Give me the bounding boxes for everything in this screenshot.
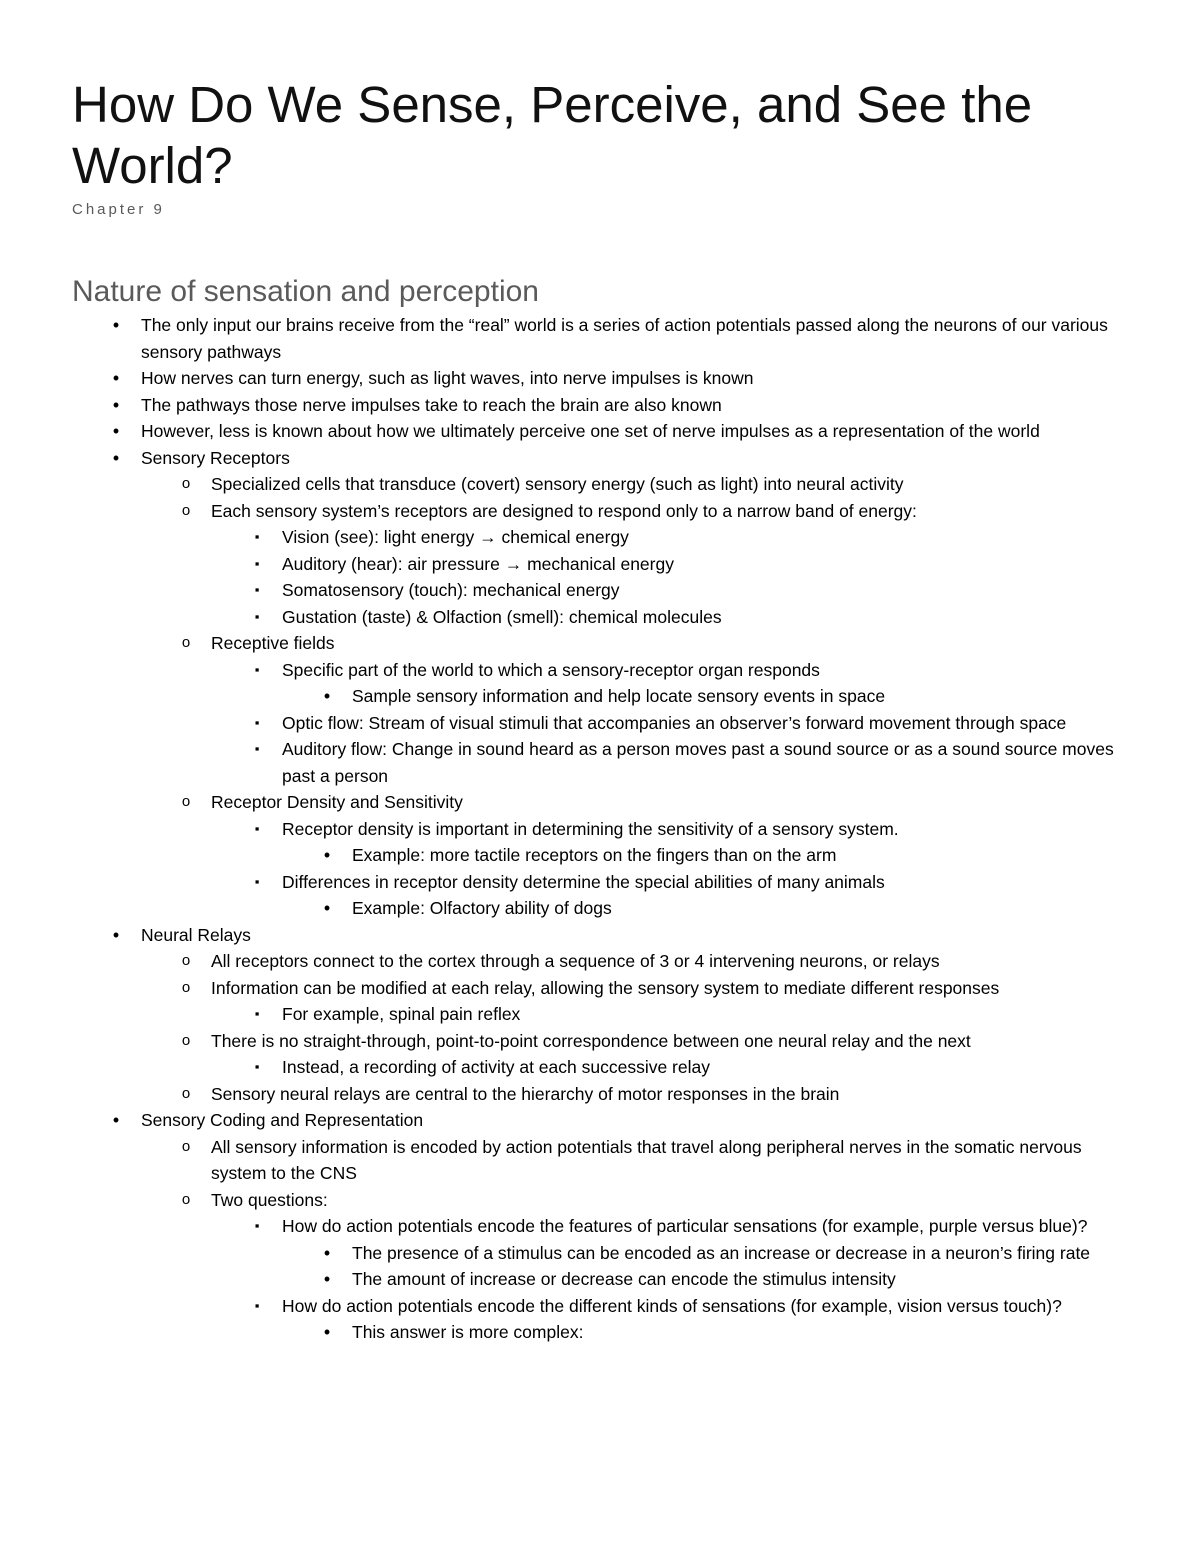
list-item-text: Vision (see): light energy → chemical energy [282, 527, 629, 547]
list-item-text: The pathways those nerve impulses take to reach the brain are also known [141, 394, 722, 415]
bullet-marker: ▪ [254, 714, 260, 730]
list-item [0, 551, 1200, 578]
list-item [0, 1240, 1200, 1267]
bullet-marker: o [181, 1190, 191, 1208]
list-item [0, 895, 1200, 922]
list-item [0, 630, 1200, 657]
list-item [0, 524, 1200, 551]
list-item [0, 948, 1200, 975]
bullet-outline [0, 312, 1200, 1346]
bullet-marker: ▪ [254, 741, 260, 756]
list-item [0, 736, 1200, 789]
bullet-marker: ▪ [254, 555, 260, 571]
bullet-marker: • [323, 898, 331, 918]
bullet-marker: o [181, 1031, 191, 1049]
bullet-marker: o [181, 634, 191, 651]
bullet-marker: ▪ [254, 661, 260, 677]
list-item [0, 604, 1200, 631]
bullet-marker: • [112, 924, 120, 945]
list-item-text: This answer is more complex: [352, 1322, 584, 1342]
list-item-text: Two questions: [211, 1189, 328, 1210]
bullet-marker: o [181, 952, 191, 969]
list-item-text: Each sensory system’s receptors are designed to respond only to a narrow band of energy: [211, 500, 917, 521]
list-item [0, 1293, 1200, 1320]
list-item-text: Specific part of the world to which a sensory-receptor organ responds [282, 659, 820, 680]
list-item-text: Optic flow: Stream of visual stimuli that accompanies an observer’s forward movement through space [282, 712, 1067, 733]
bullet-marker: • [112, 315, 120, 335]
list-item-text: Sensory Receptors [141, 447, 290, 468]
bullet-marker: • [323, 686, 331, 706]
list-item-text: How do action potentials encode the features of particular sensations (for example, purple versus blue)? [282, 1216, 1088, 1236]
list-item-text: The only input our brains receive from the “real” world is a series of action potentials passed along the neurons of our various sensory pathways [141, 315, 1108, 362]
list-item [0, 789, 1200, 816]
list-item [0, 1187, 1200, 1214]
bullet-marker: • [112, 368, 120, 388]
section-heading: Nature of sensation and perception [72, 275, 539, 308]
document-title: How Do We Sense, Perceive, and See the World? [72, 76, 1033, 194]
bullet-marker: • [323, 1242, 331, 1263]
list-item [0, 842, 1200, 869]
bullet-marker: • [323, 1322, 331, 1342]
bullet-marker: • [112, 394, 120, 415]
list-item [0, 922, 1200, 949]
list-item [0, 418, 1200, 445]
list-item [0, 1028, 1200, 1055]
list-item [0, 975, 1200, 1002]
list-item-text: Receptor Density and Sensitivity [211, 792, 463, 812]
list-item [0, 816, 1200, 843]
bullet-marker: • [112, 447, 120, 468]
list-item-text: Neural Relays [141, 924, 251, 945]
list-item [0, 1213, 1200, 1240]
list-item-text: Sensory neural relays are central to the hierarchy of motor responses in the brain [211, 1083, 840, 1104]
bullet-marker: ▪ [254, 873, 260, 889]
bullet-marker: ▪ [254, 1059, 260, 1074]
list-item-text: Gustation (taste) & Olfaction (smell): chemical molecules [282, 606, 722, 627]
list-item-text: Instead, a recording of activity at each successive relay [282, 1057, 710, 1077]
list-item [0, 365, 1200, 392]
list-item-text: How nerves can turn energy, such as light waves, into nerve impulses is known [141, 368, 754, 388]
bullet-marker: o [181, 501, 191, 519]
list-item [0, 471, 1200, 498]
list-item-text: Somatosensory (touch): mechanical energy [282, 580, 620, 600]
list-item-text: There is no straight-through, point-to-point correspondence between one neural relay and the next [211, 1030, 971, 1051]
list-item [0, 1054, 1200, 1081]
list-item-text: The presence of a stimulus can be encoded as an increase or decrease in a neuron’s firing rate [352, 1242, 1091, 1263]
bullet-marker: ▪ [254, 582, 260, 597]
bullet-marker: ▪ [254, 1297, 260, 1313]
list-item [0, 498, 1200, 525]
bullet-marker: • [112, 421, 120, 441]
bullet-marker: o [181, 978, 191, 996]
bullet-marker: ▪ [254, 529, 260, 544]
list-item [0, 1134, 1200, 1187]
list-item-text: Sample sensory information and help locate sensory events in space [352, 686, 886, 706]
list-item [0, 392, 1200, 419]
list-item [0, 683, 1200, 710]
bullet-marker: o [181, 1137, 191, 1155]
list-item [0, 577, 1200, 604]
bullet-marker: • [323, 1269, 331, 1289]
list-item-text: Receptive fields [211, 633, 335, 653]
bullet-marker: ▪ [254, 1006, 260, 1021]
list-item [0, 1001, 1200, 1028]
list-item-text: The amount of increase or decrease can encode the stimulus intensity [352, 1269, 896, 1289]
list-item-text: Specialized cells that transduce (covert) sensory energy (such as light) into neural activity [211, 474, 904, 494]
bullet-marker: o [181, 793, 191, 810]
list-item [0, 1107, 1200, 1134]
list-item [0, 445, 1200, 472]
bullet-marker: • [112, 1110, 120, 1130]
list-item [0, 1081, 1200, 1108]
list-item [0, 1319, 1200, 1346]
list-item-text: Receptor density is important in determining the sensitivity of a sensory system. [282, 818, 899, 839]
list-item-text: Information can be modified at each relay, allowing the sensory system to mediate different responses [211, 977, 1000, 998]
list-item-text: Example: more tactile receptors on the fingers than on the arm [352, 845, 837, 865]
list-item-text: Auditory flow: Change in sound heard as a person moves past a sound source or as a sound source moves past a person [282, 739, 1114, 786]
bullet-marker: o [181, 475, 191, 492]
list-item-text: For example, spinal pain reflex [282, 1004, 521, 1024]
bullet-marker: o [181, 1084, 191, 1102]
list-item [0, 869, 1200, 896]
list-item-text: Example: Olfactory ability of dogs [352, 898, 612, 918]
list-item-text: All sensory information is encoded by action potentials that travel along peripheral nerves in the somatic nervous system to the CNS [211, 1136, 1082, 1183]
list-item [0, 710, 1200, 737]
list-item [0, 657, 1200, 684]
list-item-text: Auditory (hear): air pressure → mechanical energy [282, 553, 674, 574]
bullet-marker: • [323, 845, 331, 865]
list-item-text: All receptors connect to the cortex through a sequence of 3 or 4 intervening neurons, or relays [211, 951, 940, 971]
bullet-marker: ▪ [254, 608, 260, 624]
bullet-marker: ▪ [254, 820, 260, 836]
bullet-marker: ▪ [254, 1218, 260, 1233]
list-item-text: How do action potentials encode the different kinds of sensations (for example, vision versus touch)? [282, 1295, 1062, 1316]
list-item [0, 312, 1200, 365]
document-subtitle: Chapter 9 [72, 201, 165, 218]
list-item-text: However, less is known about how we ultimately perceive one set of nerve impulses as a representation of the world [141, 421, 1040, 441]
list-item-text: Differences in receptor density determine the special abilities of many animals [282, 871, 885, 892]
list-item [0, 1266, 1200, 1293]
list-item-text: Sensory Coding and Representation [141, 1110, 424, 1130]
